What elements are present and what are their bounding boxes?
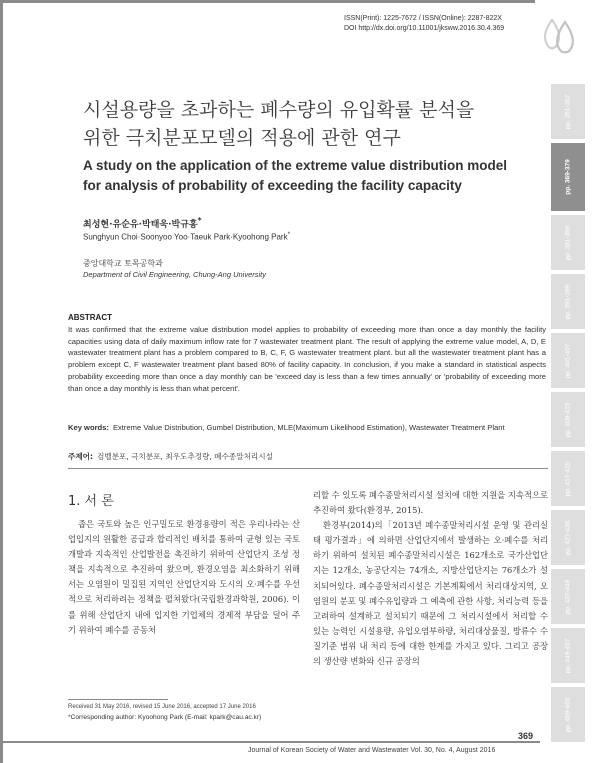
title-english-line: for analysis of probability of exceeding the facility capacity (83, 178, 462, 193)
body-paragraph: 환경부(2014)의「2013년 폐수종말처리시설 운영 및 관리실태 평가결과」에 의하면 산업단지에서 발생하는 오·폐수를 처리하기 위하여 설치된 폐수종말처리시설은 162개소로 국가산업단지는 12개소, 농공단지는 74개소, 지방산업단지는 76개소가 설치되어있다. 폐수종말처리시설은 기본계획에서 처리대상지역, 오염원의 분포 및 폐수유입량과 그 예측에 관한 사항, 처리능력 등을 고려하여 설계하고 설치되기 때문에 그 처리시설에서 처리할 수 있는 능력인 시설용량, 유입오염부하량, 처리대상물질, 방류수 수질기준 범위 내 처리 등에 대한 한계를 가지고 있다. 그리고 공장의 생산량 변화와 신규 공장의 (313, 520, 548, 667)
journal-footer: Journal of Korean Society of Water and Wastewater Vol. 30, No. 4, August 2016 (248, 747, 496, 754)
article-tab-label: pp. 417-425 (564, 461, 572, 496)
article-tab[interactable] (551, 569, 585, 624)
keywords-english (68, 422, 546, 434)
article-tab-label: pp. 427-436 (564, 520, 572, 555)
body-column-right (313, 488, 548, 669)
corresponding-mark: * (287, 231, 291, 238)
article-tab-label: pp. 369-379 (564, 159, 572, 195)
left-rule (0, 0, 3, 763)
issn-line: ISSN(Print): 1225-7672 / ISSN(Online): 2287-822X (344, 15, 502, 22)
keywords-korean-label: 주제어: (68, 452, 94, 461)
bottom-rule (0, 741, 540, 743)
affiliation-korean: 중앙대학교 토목공학과 (83, 259, 163, 268)
article-tab-label: pp. 381-389 (564, 225, 572, 260)
article-tab[interactable] (551, 143, 585, 211)
footnote-corresponding-author: *Corresponding author: Kyoohong Park (E-mail: kpark@cau.ac.kr) (68, 714, 262, 721)
footnote-dates: Received 31 May 2016, revised 15 June 2016, accepted 17 June 2016 (68, 704, 256, 710)
authors-english (83, 231, 290, 242)
corresponding-mark: * (197, 216, 202, 225)
article-tab[interactable] (551, 392, 585, 447)
article-tab[interactable] (551, 628, 585, 683)
article-tab[interactable] (551, 510, 585, 565)
article-tab[interactable] (551, 215, 585, 270)
article-page-tabs (551, 84, 585, 746)
doi-link[interactable]: DOI http://dx.doi.org/10.11001/jksww.2016.30.4.369 (344, 25, 505, 32)
article-tab[interactable] (551, 333, 585, 388)
article-tab[interactable] (551, 451, 585, 506)
article-tab[interactable] (551, 687, 585, 742)
article-tab-label: pp. 437-448 (564, 579, 572, 614)
body-paragraph: 좁은 국토와 높은 인구밀도로 환경용량이 적은 우리나라는 산업입지의 원활한 공급과 합리적인 배치를 통하여 균형 있는 국토개발과 지속적인 산업발전을 촉진하기 위하여 산업단지 조성 정책을 지속적으로 추진하여 왔으며, 환경오염을 최소화하기 위해서는 오염원이 밀집된 지역인 산업단지와 도시의 오·폐수를 우선적으로 처리하려는 정책을 펼쳐왔다(국립환경과학원, 2006). 이를 위해 산업단지 내에 입지한 기업체의 경제적 부담을 덜어 주기 위하여 폐수를 공동처 (68, 519, 300, 635)
page-number: 369 (518, 731, 534, 741)
body-column-left (68, 517, 300, 638)
authors-english-names: Sunghyun Choi·Soonyoo Yoo·Taeuk Park·Kyoohong Park (83, 232, 288, 242)
article-tab[interactable] (551, 274, 585, 329)
affiliation-english: Department of Civil Engineering, Chung-Ang University (83, 270, 267, 279)
keywords-divider (68, 468, 548, 469)
footnote-divider (68, 699, 168, 700)
water-drop-logo-icon (538, 16, 580, 58)
title-korean (83, 96, 543, 152)
abstract-heading: ABSTRACT (68, 313, 112, 322)
keywords-list: Extreme Value Distribution, Gumbel Distribution, MLE(Maximum Likelihood Estimation), Wastewater Treatment Plant (112, 423, 505, 432)
title-english-line: A study on the application of the extreme value distribution model (83, 158, 508, 173)
article-tab[interactable] (551, 84, 585, 139)
article-tab-label: pp. 391-399 (564, 284, 572, 319)
article-tab-label: pp. 409-415 (564, 402, 572, 437)
article-tab-label: pp. 449-457 (564, 638, 572, 673)
abstract-body: It was confirmed that the extreme value distribution model applies to probability of exceeding more than once a day monthly the facility capacities using data of daily maximum inflow rate for 7 wastewater treatment plant. The result of applying the extreme value model, A, D, E wastewater treatment plant has a problem compared to B, C, F, G wastewater treatment plant. but all the wastewater treatment plant has a problem except C, F wastewater treatment plant based 80% of facility capacity. In conclusion, if you make a standard in statistical aspects probability exceeding more than once a day monthly can be 'exceed day is less than a few times annually' or 'probability of exceeding more than once a day monthly is less than what percent'. (68, 325, 546, 393)
article-tab-label: pp. 459-466 (564, 697, 572, 732)
article-tab-label: pp. 401-407 (564, 343, 572, 378)
authors-korean-names: 최성현·유순유·박태욱·박규홍 (83, 220, 198, 230)
title-korean-line: 위한 극치분포모델의 적용에 관한 연구 (83, 127, 401, 149)
section-heading-introduction: 1. 서 론 (68, 494, 114, 509)
keywords-korean (68, 451, 546, 462)
article-tab-label: pp. 351-357 (564, 94, 572, 129)
authors-korean (83, 216, 202, 230)
top-rule (0, 0, 535, 3)
keywords-label: Key words: (68, 423, 109, 432)
keywords-korean-list: 검벨분포, 극치분포, 최우도추정량, 폐수종말처리시설 (97, 452, 273, 461)
body-paragraph: 리할 수 있도록 폐수종말처리시설 설치에 대한 지원을 지속적으로 추진하여 왔다(환경부, 2015). (313, 490, 548, 516)
title-english (83, 156, 548, 196)
title-korean-line: 시설용량을 초과하는 폐수량의 유입확률 분석을 (83, 99, 475, 121)
